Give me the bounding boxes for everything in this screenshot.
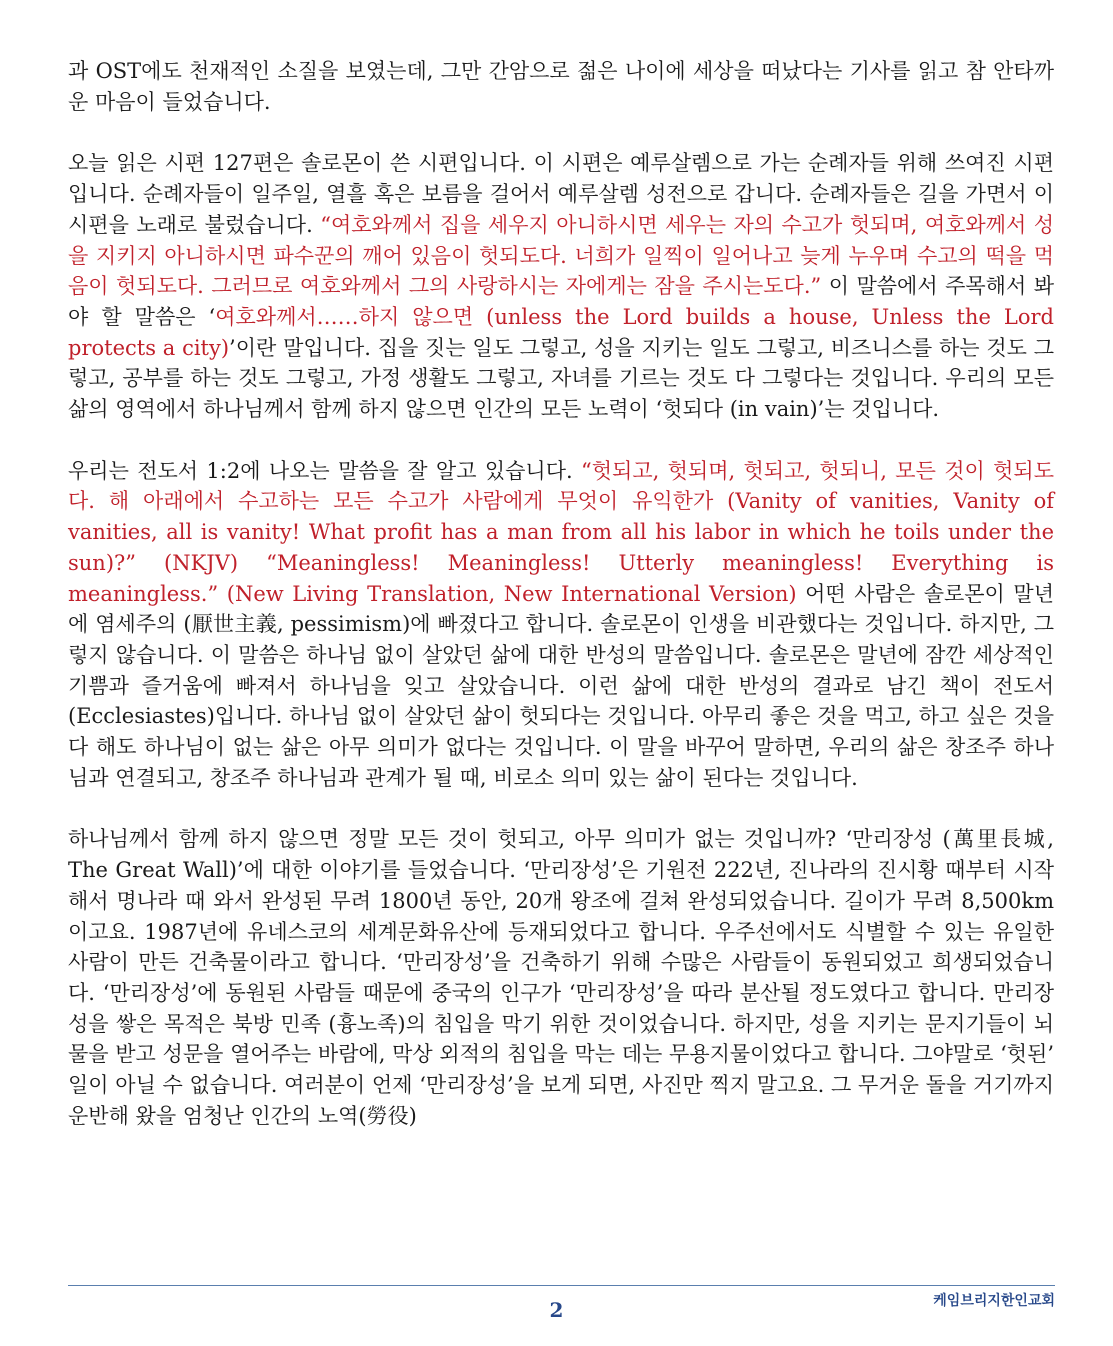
paragraph-2-text-b: 이 말씀에서 주목해서 봐야 할 말씀은 ‘ [68, 274, 1054, 329]
psalm-127-quote: “여호와께서 집을 세우지 아니하시면 세우는 자의 수고가 헛되며, 여호와께서 성을 지키지 아니하시면 파수꾼의 깨어 있음이 헛되도다. 너희가 일찍이 일어나고 늦게 누우며 수고의 떡을 먹음이 헛되도다. 그러므로 여호와께서 그의 사랑하시는 자에게는 잠을 주시는도다.” [68, 212, 1054, 299]
unless-the-lord-quote: 여호와께서……하지 않으면 (unless the Lord builds a house, Unless the Lord protects a city) [68, 304, 1054, 360]
church-name: 케임브리지한인교회 [933, 1293, 1055, 1309]
paragraph-1 [68, 56, 1054, 117]
paragraph-4 [68, 824, 1054, 1131]
ecclesiastes-quote: “헛되고, 헛되며, 헛되고, 헛되니, 모든 것이 헛되도다. 해 아래에서 수고하는 모든 수고가 사람에게 무엇이 유익한가 (Vanity of vanities, Vanity of vanities, all is vanity! What profit has a man from all his labor in which he toils under the sun)?” (NKJV) “Meaningless! Meaningless! Utterly meaningless! Everything is meaningless.” (New Living Translation, New International Version) [68, 458, 1055, 606]
paragraph-3-text-b: 어떤 사람은 솔로몬이 말년에 염세주의 (厭世主義, pessimism)에 빠졌다고 합니다. 솔로몬이 인생을 비관했다는 것입니다. 하지만, 그렇지 않습니다. 이 말씀은 하나님 없이 살았던 삶에 대한 반성의 말씀입니다. 솔로몬은 말년에 잠깐 세상적인 기쁨과 즐거움에 빠져서 하나님을 잊고 살았습니다. 이런 삶에 대한 반성의 결과로 남긴 책이 전도서 (Ecclesiastes)입니다. 하나님 없이 살았던 삶이 헛되다는 것입니다. 아무리 좋은 것을 먹고, 하고 싶은 것을 다 해도 하나님이 없는 삶은 아무 의미가 없다는 것입니다. 이 말을 바꾸어 말하면, 우리의 삶은 창조주 하나님과 연결되고, 창조주 하나님과 관계가 될 때, 비로소 의미 있는 삶이 된다는 것입니다. [68, 581, 1054, 790]
paragraph-3-text-a: 우리는 전도서 1:2에 나오는 말씀을 잘 알고 있습니다. [68, 458, 582, 483]
paragraph-2 [68, 148, 1054, 424]
paragraph-2-text-a: 오늘 읽은 시편 127편은 솔로몬이 쓴 시편입니다. 이 시편은 예루살렘으로 가는 순례자들 위해 쓰여진 시편입니다. 순례자들이 일주일, 열흘 혹은 보름을 걸어서 예루살렘 성전으로 갑니다. 순례자들은 길을 가면서 이 시편을 노래로 불렀습니다. [68, 151, 1054, 237]
paragraph-4-text: 하나님께서 함께 하지 않으면 정말 모든 것이 헛되고, 아무 의미가 없는 것입니까? ‘만리장성 (萬里長城, The Great Wall)’에 대한 이야기를 들었습니다. ‘만리장성’은 기원전 222년, 진나라의 진시황 때부터 시작해서 명나라 때 와서 완성된 무려 1800년 동안, 20개 왕조에 걸쳐 완성되었습니다. 길이가 무려 8,500km이고요. 1987년에 유네스코의 세계문화유산에 등재되었다고 합니다. 우주선에서도 식별할 수 있는 유일한 사람이 만든 건축물이라고 합니다. ‘만리장성’을 건축하기 위해 수많은 사람들이 동원되었고 희생되었습니다. ‘만리장성’에 동원된 사람들 때문에 중국의 인구가 ‘만리장성’을 따라 분산될 정도였다고 합니다. 만리장성을 쌓은 목적은 북방 민족 (흉노족)의 침입을 막기 위한 것이었습니다. 하지만, 성을 지키는 문지기들이 뇌물을 받고 성문을 열어주는 바람에, 막상 외적의 침입을 막는 데는 무용지물이었다고 합니다. 그야말로 ‘헛된’ 일이 아닐 수 없습니다. 여러분이 언제 ‘만리장성’을 보게 되면, 사진만 찍지 말고요. 그 무거운 돌을 거기까지 운반해 왔을 엄청난 인간의 노역(勞役) [68, 827, 1054, 1128]
paragraph-3 [68, 456, 1054, 794]
paragraph-2-text-c: ’이란 말입니다. 집을 짓는 일도 그렇고, 성을 지키는 일도 그렇고, 비즈니스를 하는 것도 그렇고, 공부를 하는 것도 그렇고, 가정 생활도 그렇고, 자녀를 기르는 것도 다 그렇다는 것입니다. 우리의 모든 삶의 영역에서 하나님께서 함께 하지 않으면 인간의 모든 노력이 ‘헛되다 (in vain)’는 것입니다. [68, 335, 1054, 422]
paragraph-1-text: 과 OST에도 천재적인 소질을 보였는데, 그만 간암으로 젊은 나이에 세상을 떠났다는 기사를 읽고 참 안타까운 마음이 들었습니다. [68, 59, 1054, 114]
page-number: 2 [549, 1298, 564, 1322]
footer-divider [68, 1285, 1055, 1286]
sermon-text [68, 56, 1054, 1163]
